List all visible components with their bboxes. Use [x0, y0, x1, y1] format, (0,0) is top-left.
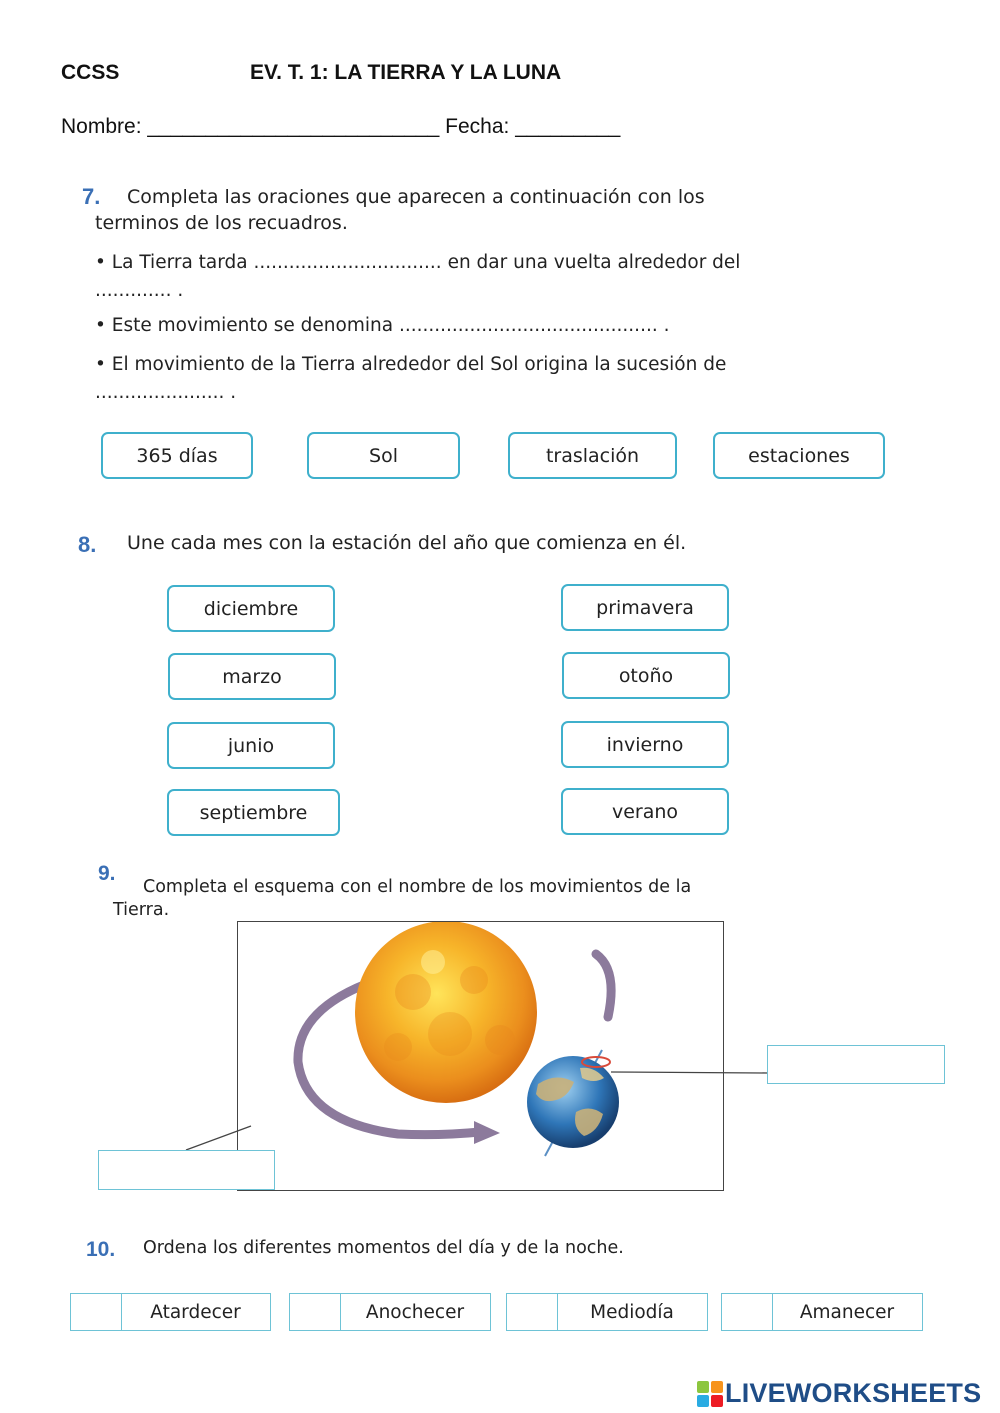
q10-order-input-4[interactable] — [722, 1294, 773, 1330]
q9-answer-box-translation[interactable] — [98, 1150, 275, 1190]
q10-item-label: Amanecer — [799, 1301, 895, 1323]
q10-order-input-1[interactable] — [71, 1294, 122, 1330]
q8-month-junio[interactable]: junio — [167, 722, 335, 769]
q10-item-label: Mediodía — [590, 1301, 674, 1323]
q10-item-label: Anochecer — [365, 1301, 465, 1323]
subject-label: CCSS — [61, 61, 120, 84]
q8-season-otono[interactable]: otoño — [562, 652, 730, 699]
q9-instruction-1: Completa el esquema con el nombre de los movimientos de la — [143, 877, 692, 897]
q7-instruction-1: Completa las oraciones que aparecen a continuación con los — [127, 186, 705, 208]
q10-number: 10. — [86, 1238, 116, 1261]
q7-sentence-2: • Este movimiento se denomina ............................................ . — [95, 315, 670, 336]
q7-sentence-1: • La Tierra tarda ................................ en dar una vuelta alrededor del — [95, 252, 741, 273]
q10-item-anochecer — [289, 1293, 491, 1331]
q7-instruction-2: terminos de los recuadros. — [95, 212, 348, 234]
q7-word-traslacion[interactable]: traslación — [508, 432, 677, 479]
q8-month-septiembre[interactable]: septiembre — [167, 789, 340, 836]
q8-month-marzo[interactable]: marzo — [168, 653, 336, 700]
q10-instruction: Ordena los diferentes momentos del día y de la noche. — [143, 1238, 624, 1258]
q7-number: 7. — [82, 184, 101, 209]
q7-word-estaciones[interactable]: estaciones — [713, 432, 885, 479]
q10-item-atardecer — [70, 1293, 271, 1331]
q7-sentence-3: • El movimiento de la Tierra alrededor del Sol origina la sucesión de — [95, 354, 727, 375]
name-date-line: Nombre: _________________________ Fecha: _________ — [61, 115, 621, 138]
liveworksheets-logo — [697, 1378, 981, 1409]
q10-item-amanecer — [721, 1293, 923, 1331]
q10-item-label: Atardecer — [150, 1301, 241, 1323]
brand-name: LIVEWORKSHEETS — [725, 1378, 982, 1408]
q7-sentence-1-cont: ............. . — [95, 280, 184, 301]
q7-word-sol[interactable]: Sol — [307, 432, 460, 479]
q8-month-diciembre[interactable]: diciembre — [167, 585, 335, 632]
q8-season-primavera[interactable]: primavera — [561, 584, 729, 631]
q8-season-verano[interactable]: verano — [561, 788, 729, 835]
q9-instruction-2: Tierra. — [113, 900, 170, 920]
q7-sentence-3-cont: ...................... . — [95, 382, 237, 403]
page-title: EV. T. 1: LA TIERRA Y LA LUNA — [250, 61, 562, 84]
liveworksheets-logo-icon — [697, 1381, 723, 1407]
q9-number: 9. — [98, 862, 116, 885]
q8-season-invierno[interactable]: invierno — [561, 721, 729, 768]
q8-instruction: Une cada mes con la estación del año que comienza en él. — [127, 532, 687, 554]
q9-answer-box-rotation[interactable] — [767, 1045, 945, 1084]
q10-order-input-2[interactable] — [290, 1294, 341, 1330]
q8-number: 8. — [78, 532, 97, 557]
q10-item-mediodia — [506, 1293, 708, 1331]
q7-word-365-dias[interactable]: 365 días — [101, 432, 253, 479]
q10-order-input-3[interactable] — [507, 1294, 558, 1330]
